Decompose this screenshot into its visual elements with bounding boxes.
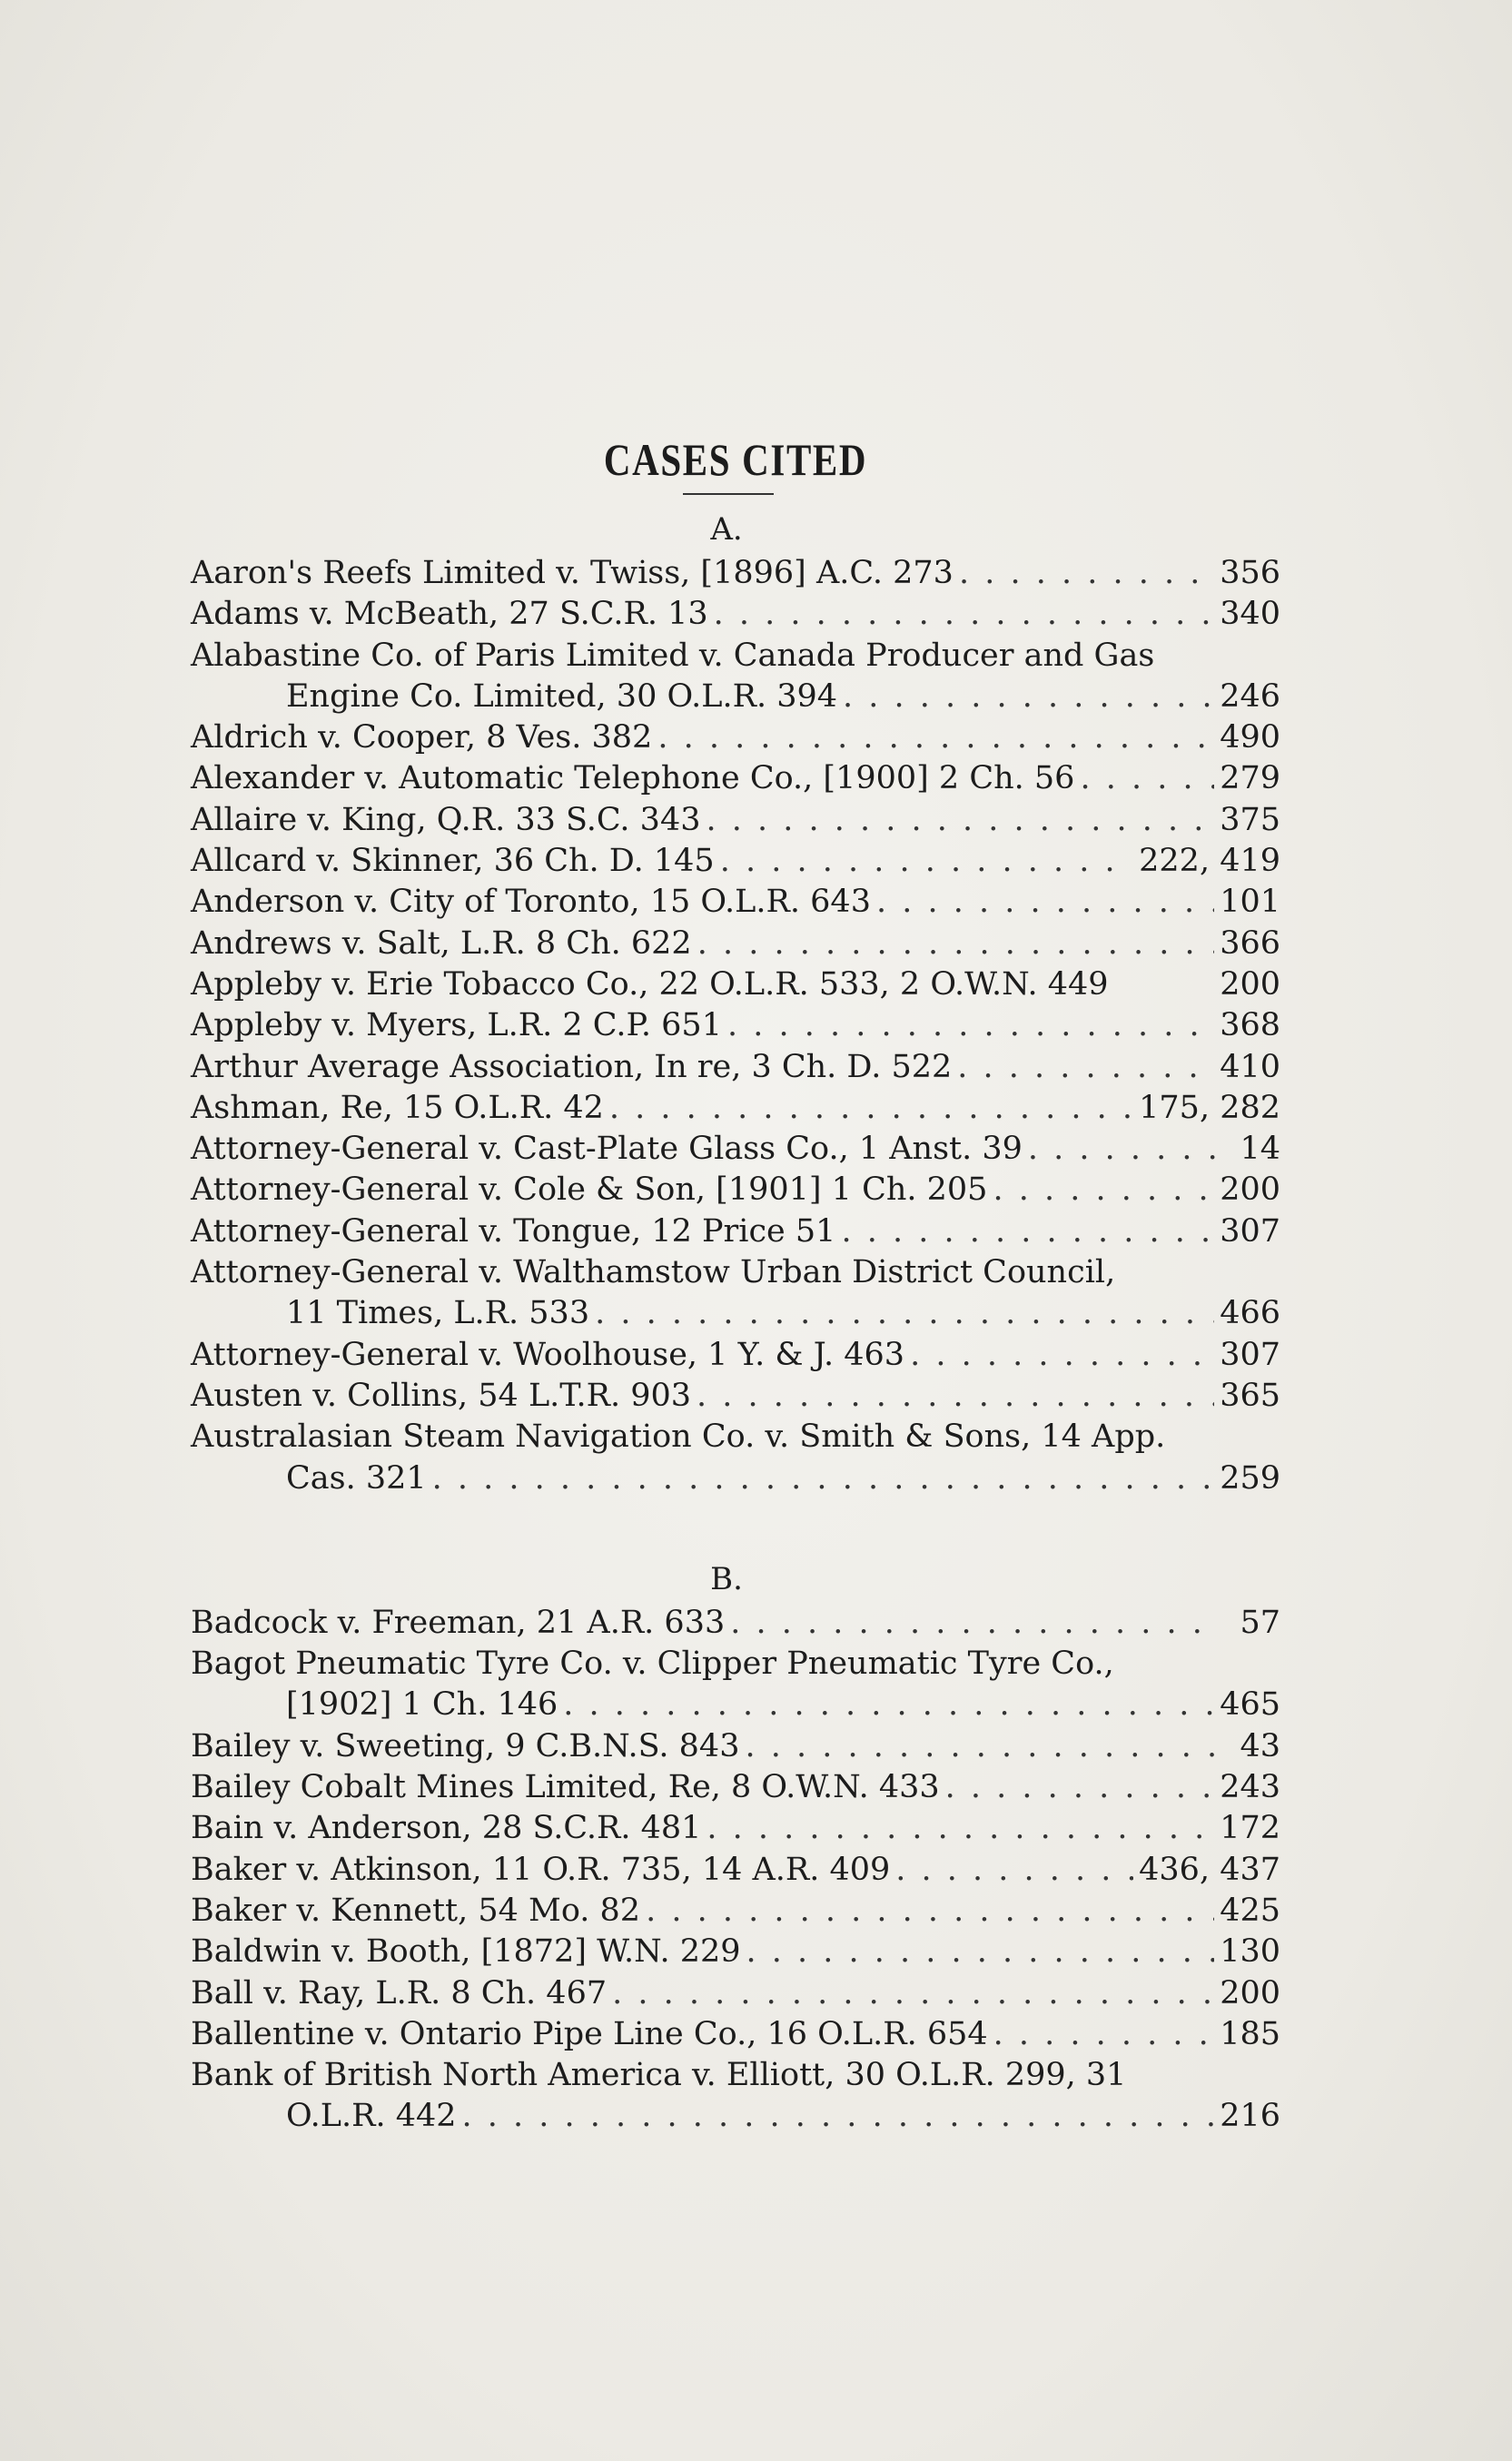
case-entry [191,882,1280,923]
case-entry [191,1891,1280,1932]
page-reference: 490 [1220,719,1280,756]
case-line [191,594,1280,635]
case-entry [191,758,1280,799]
case-entry [191,1767,1280,1808]
title-rule [683,493,774,495]
case-entry [191,1005,1280,1046]
page-reference: 185 [1220,2015,1280,2052]
case-citation: Allcard v. Skinner, 36 Ch. D. 145 [191,843,715,880]
leader-dots [697,1376,1214,1417]
case-citation: Cas. 321 [286,1459,427,1497]
leader-dots [959,553,1214,594]
case-line [191,717,1280,758]
case-line [191,964,1280,1005]
case-entry [191,1335,1280,1376]
case-citation: Ashman, Re, 15 O.L.R. 42 [191,1089,604,1126]
case-entry [191,1252,1280,1335]
case-line [191,1808,1280,1849]
case-citation: Arthur Average Association, In re, 3 Ch. D. 522 [191,1048,953,1085]
leader-dots [697,924,1215,964]
case-continuation-line [191,1458,1280,1499]
case-continuation-line [191,677,1280,717]
case-line [191,1005,1280,1046]
case-line [191,553,1280,594]
case-line [191,1170,1280,1211]
leader-dots [720,841,1133,882]
case-citation: Attorney-General v. Woolhouse, 1 Y. & J. 463 [191,1336,905,1373]
page-reference: 410 [1220,1048,1280,1085]
case-citation: [1902] 1 Ch. 146 [286,1686,558,1724]
case-citation: Ball v. Ray, L.R. 8 Ch. 467 [191,1974,608,2011]
case-citation: Adams v. McBeath, 27 S.C.R. 13 [191,596,708,633]
leader-dots [595,1293,1214,1334]
page-reference: 246 [1220,677,1280,715]
case-line [191,1211,1280,1252]
case-line [191,1252,1280,1293]
leader-dots [462,2096,1215,2137]
cases-cited-index [191,431,1280,2138]
leader-dots [612,1973,1214,2014]
case-line [191,1726,1280,1767]
case-entry [191,841,1280,882]
case-line [191,1891,1280,1932]
leader-dots [730,1603,1220,1644]
page-reference: 216 [1220,2098,1280,2135]
case-citation: Aldrich v. Cooper, 8 Ves. 382 [191,719,653,756]
leader-dots [746,1932,1215,1972]
case-entry [191,1047,1280,1088]
case-entry [191,2055,1280,2138]
case-entry [191,1726,1280,1767]
case-line [191,841,1280,882]
case-entry [191,1376,1280,1417]
case-citation: 11 Times, L.R. 533 [286,1295,590,1332]
case-citation: Engine Co. Limited, 30 O.L.R. 394 [286,677,838,715]
page-reference: 57 [1240,1604,1280,1641]
page-reference: 200 [1220,1171,1280,1209]
page-reference: 466 [1220,1295,1280,1332]
page-reference: 130 [1220,1933,1280,1971]
case-citation: Baker v. Kennett, 54 Mo. 82 [191,1892,641,1929]
leader-dots [1080,758,1214,799]
sections-container [191,506,1280,2138]
case-citation: Bailey v. Sweeting, 9 C.B.N.S. 843 [191,1727,740,1764]
case-entry [191,964,1280,1005]
case-entry [191,800,1280,841]
entry-list [191,1603,1280,2138]
case-entry [191,594,1280,635]
page-reference: 200 [1220,1974,1280,2011]
case-continuation-line [191,2096,1280,2137]
case-line [191,882,1280,923]
page-reference: 368 [1220,1007,1280,1044]
case-line [191,636,1280,677]
case-entry [191,1644,1280,1726]
case-entry [191,553,1280,594]
page-reference: 279 [1220,760,1280,797]
case-citation: Bagot Pneumatic Tyre Co. v. Clipper Pneumatic Tyre Co., [191,1646,1114,1683]
case-citation: Allaire v. King, Q.R. 33 S.C. 343 [191,801,701,838]
case-entry [191,1850,1280,1891]
case-entry [191,1932,1280,1972]
case-citation: O.L.R. 442 [286,2098,457,2135]
page-reference: 375 [1220,801,1280,838]
case-citation: Attorney-General v. Cast-Plate Glass Co., 1 Anst. 39 [191,1131,1023,1168]
case-line [191,1129,1280,1170]
case-line [191,2055,1280,2096]
entry-list [191,553,1280,1499]
case-line [191,1376,1280,1417]
case-line [191,1644,1280,1685]
case-citation: Aaron's Reefs Limited v. Twiss, [1896] A.C. 273 [191,555,954,591]
page-title: CASES CITED [603,434,868,485]
leader-dots [895,1850,1133,1891]
case-line [191,1603,1280,1644]
case-citation: Bain v. Anderson, 28 S.C.R. 481 [191,1810,702,1847]
case-citation: Alabastine Co. of Paris Limited v. Canada Producer and Gas [191,637,1155,674]
page-reference: 200 [1220,965,1280,1003]
case-line [191,2014,1280,2055]
page-reference: 222, 419 [1139,843,1280,880]
case-entry [191,1808,1280,1849]
case-entry [191,636,1280,718]
case-line [191,1088,1280,1129]
section-a [191,506,1280,1499]
case-line [191,1335,1280,1376]
case-entry [191,2014,1280,2055]
leader-dots [657,717,1214,758]
leader-dots [993,2014,1215,2055]
case-citation: Attorney-General v. Tongue, 12 Price 51 [191,1212,836,1250]
case-line [191,800,1280,841]
case-entry [191,1129,1280,1170]
case-citation: Attorney-General v. Cole & Son, [1901] 1 Ch. 205 [191,1171,988,1209]
leader-dots [1028,1129,1220,1170]
case-citation: Attorney-General v. Walthamstow Urban District Council, [191,1254,1116,1291]
page-reference: 365 [1220,1377,1280,1414]
page-reference: 366 [1220,924,1280,962]
case-line [191,1047,1280,1088]
case-citation: Bailey Cobalt Mines Limited, Re, 8 O.W.N. 433 [191,1769,940,1806]
leader-dots [707,1808,1214,1849]
case-citation: Badcock v. Freeman, 21 A.R. 633 [191,1604,726,1641]
page-reference: 307 [1220,1212,1280,1250]
case-citation: Ballentine v. Ontario Pipe Line Co., 16 O.L.R. 654 [191,2015,988,2052]
leader-dots [945,1767,1215,1808]
case-citation: Appleby v. Erie Tobacco Co., 22 O.L.R. 533, 2 O.W.N. 449 [191,965,1109,1003]
case-citation: Baldwin v. Booth, [1872] W.N. 229 [191,1933,741,1971]
page-reference: 243 [1220,1769,1280,1806]
case-entry [191,1211,1280,1252]
case-line [191,1417,1280,1458]
case-entry [191,717,1280,758]
leader-dots [957,1047,1214,1088]
case-line [191,758,1280,799]
case-entry [191,1973,1280,2014]
case-continuation-line [191,1685,1280,1725]
case-citation: Alexander v. Automatic Telephone Co., [1900] 2 Ch. 56 [191,760,1075,797]
section-letter: A. [710,511,743,548]
page-reference: 14 [1240,1131,1280,1168]
page-reference: 259 [1220,1459,1280,1497]
case-citation: Baker v. Atkinson, 11 O.R. 735, 14 A.R. 409 [191,1851,891,1888]
section-letter: B. [710,1560,743,1597]
section-b [191,1556,1280,2138]
leader-dots [609,1088,1133,1129]
page-reference: 340 [1220,596,1280,633]
case-citation: Australasian Steam Navigation Co. v. Smith & Sons, 14 App. [191,1418,1166,1456]
case-entry [191,1170,1280,1211]
case-continuation-line [191,1293,1280,1334]
case-citation: Austen v. Collins, 54 L.T.R. 903 [191,1377,692,1414]
case-citation: Bank of British North America v. Elliott, 30 O.L.R. 299, 31 [191,2057,1127,2094]
case-entry [191,1088,1280,1129]
page-reference: 175, 282 [1139,1089,1280,1126]
page-reference: 101 [1220,884,1280,921]
page-reference: 356 [1220,555,1280,591]
case-line [191,1767,1280,1808]
case-entry [191,924,1280,964]
page-reference: 43 [1240,1727,1280,1764]
page-reference: 465 [1220,1686,1280,1724]
leader-dots [745,1726,1220,1767]
case-line [191,924,1280,964]
leader-dots [727,1005,1214,1046]
leader-dots [714,594,1215,635]
leader-dots [707,800,1215,841]
page-reference: 172 [1220,1810,1280,1847]
case-line [191,1932,1280,1972]
leader-dots [993,1170,1214,1211]
leader-dots [646,1891,1214,1932]
leader-dots [876,882,1214,923]
case-citation: Andrews v. Salt, L.R. 8 Ch. 622 [191,924,692,962]
leader-dots [563,1685,1214,1725]
leader-dots [910,1335,1214,1376]
case-entry [191,1417,1280,1499]
leader-dots [841,1211,1214,1252]
page-reference: 307 [1220,1336,1280,1373]
case-citation: Appleby v. Myers, L.R. 2 C.P. 651 [191,1007,722,1044]
case-citation: Anderson v. City of Toronto, 15 O.L.R. 643 [191,884,871,921]
page-reference: 425 [1220,1892,1280,1929]
leader-dots [432,1458,1215,1499]
leader-dots [843,677,1214,717]
case-line [191,1973,1280,2014]
page-reference: 436, 437 [1139,1851,1280,1888]
case-entry [191,1603,1280,1644]
case-line [191,1850,1280,1891]
